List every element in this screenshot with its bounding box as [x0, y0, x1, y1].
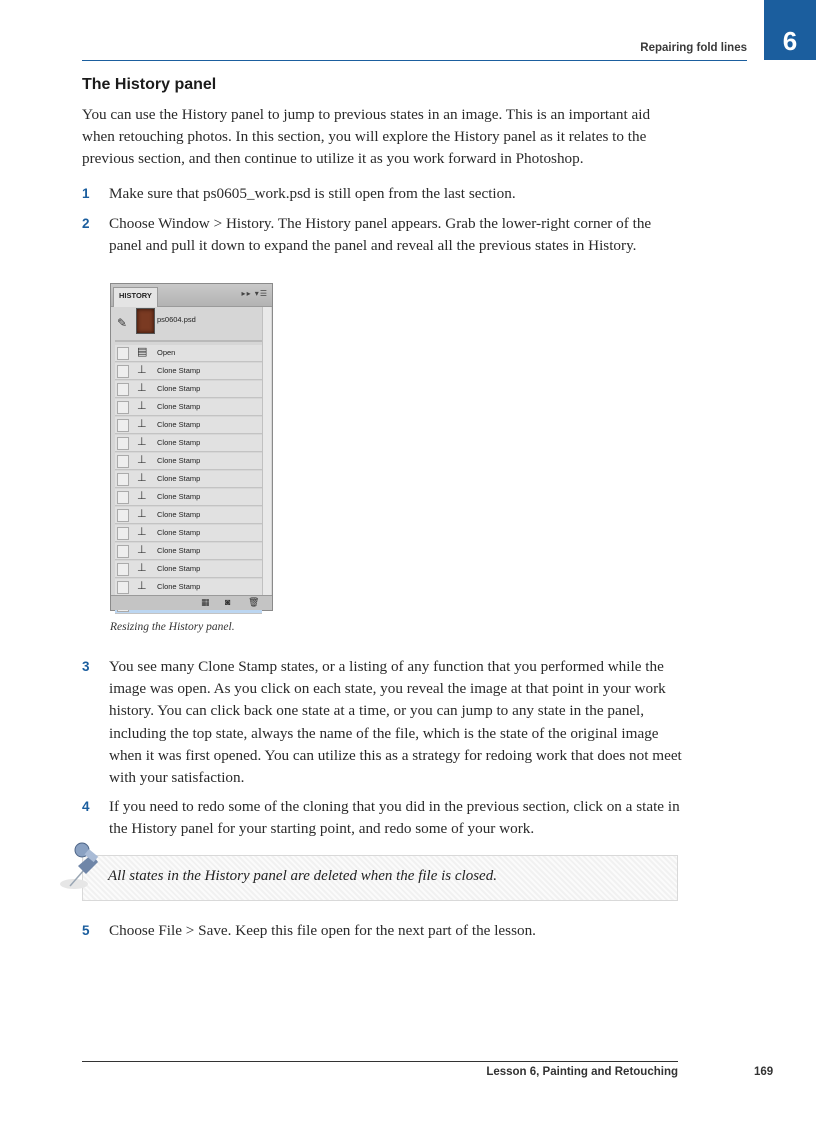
state-checkbox[interactable]	[117, 347, 129, 360]
history-state-label: Clone Stamp	[157, 366, 201, 375]
history-state-list	[115, 345, 262, 615]
history-state-row[interactable]	[115, 345, 262, 362]
step-1	[82, 183, 682, 205]
history-state-label: Clone Stamp	[157, 402, 201, 411]
panel-menu-icon[interactable]: ▸▸ ▾☰	[241, 289, 268, 298]
step-number: 2	[82, 216, 90, 231]
figure-caption: Resizing the History panel.	[110, 621, 235, 633]
new-snapshot-icon[interactable]: ◙	[225, 597, 231, 607]
state-checkbox[interactable]	[117, 455, 129, 468]
step-5	[82, 920, 682, 942]
step-text: You see many Clone Stamp states, or a listing of any function that you performed while the image was open. As you click on each state, you reveal the image at that point in your work history. You can click back one state at a time, or you can jump to any state in the panel, including the top state, always the name of the file, which is the state of the original image when it was first opened. You can utilize this as a strategy for redoing work that does not meet with your satisfaction.	[109, 658, 682, 787]
panel-footer	[111, 595, 272, 610]
section-title: The History panel	[82, 76, 217, 93]
history-state-label: Clone Stamp	[157, 510, 201, 519]
history-state-label: Clone Stamp	[157, 474, 201, 483]
state-checkbox[interactable]	[117, 545, 129, 558]
history-state-row[interactable]	[115, 489, 262, 506]
step-number: 4	[82, 799, 90, 814]
clone-stamp-icon: ⊥	[137, 472, 147, 484]
clone-stamp-icon: ⊥	[137, 544, 147, 556]
clone-stamp-icon: ⊥	[137, 418, 147, 430]
state-checkbox[interactable]	[117, 419, 129, 432]
state-checkbox[interactable]	[117, 581, 129, 594]
history-state-label: Clone Stamp	[157, 492, 201, 501]
history-state-row[interactable]	[115, 417, 262, 434]
history-state-label: Clone Stamp	[157, 582, 201, 591]
panel-scrollbar[interactable]	[262, 307, 271, 595]
new-document-from-state-icon[interactable]: ▦	[201, 597, 210, 607]
history-state-row[interactable]	[115, 363, 262, 380]
state-checkbox[interactable]	[117, 437, 129, 450]
state-checkbox[interactable]	[117, 527, 129, 540]
step-4	[82, 796, 682, 840]
history-state-label: Open	[157, 348, 176, 357]
history-state-row[interactable]	[115, 579, 262, 596]
clone-stamp-icon: ⊥	[137, 436, 147, 448]
history-state-row[interactable]	[115, 453, 262, 470]
history-state-label: Clone Stamp	[157, 384, 201, 393]
history-state-row[interactable]	[115, 471, 262, 488]
clone-stamp-icon: ⊥	[137, 364, 147, 376]
history-state-label: Clone Stamp	[157, 438, 201, 447]
footer-lesson: Lesson 6, Painting and Retouching	[486, 1066, 678, 1078]
push-pin-icon	[56, 840, 106, 896]
history-state-label: Clone Stamp	[157, 564, 201, 573]
history-state-label: Clone Stamp	[157, 528, 201, 537]
header-rule	[82, 60, 747, 61]
clone-stamp-icon: ⊥	[137, 490, 147, 502]
running-title: Repairing fold lines	[640, 42, 747, 54]
step-text: Choose Window > History. The History panel appears. Grab the lower-right corner of the panel and pull it down to expand the panel and reveal all the previous states in History.	[109, 215, 652, 255]
history-state-label: Clone Stamp	[157, 546, 201, 555]
intro-paragraph: You can use the History panel to jump to previous states in an image. This is an important aid when retouching photos. In this section, you will explore the History panel as it relates to the previous section, and then continue to utilize it as you work forward in Photoshop.	[82, 106, 651, 167]
panel-header	[111, 284, 272, 307]
clone-stamp-icon: ⊥	[137, 400, 147, 412]
state-checkbox[interactable]	[117, 473, 129, 486]
state-checkbox[interactable]	[117, 563, 129, 576]
clone-stamp-icon: ⊥	[137, 580, 147, 592]
history-snapshot[interactable]	[115, 308, 262, 338]
step-number: 1	[82, 186, 90, 201]
state-checkbox[interactable]	[117, 383, 129, 396]
snapshot-name: ps0604.psd	[157, 315, 196, 324]
step-number: 5	[82, 923, 90, 938]
history-state-row[interactable]	[115, 525, 262, 542]
clone-stamp-icon: ⊥	[137, 508, 147, 520]
clone-stamp-icon: ⊥	[137, 562, 147, 574]
clone-stamp-icon: ⊥	[137, 454, 147, 466]
state-checkbox[interactable]	[117, 401, 129, 414]
history-state-row[interactable]	[115, 507, 262, 524]
history-state-row[interactable]	[115, 381, 262, 398]
tip-text: All states in the History panel are deleted when the file is closed.	[108, 868, 497, 884]
footer-rule	[82, 1061, 678, 1062]
history-state-row[interactable]	[115, 561, 262, 578]
page-number: 169	[754, 1066, 774, 1078]
step-text: Choose File > Save. Keep this file open for the next part of the lesson.	[109, 922, 536, 939]
step-2	[82, 213, 682, 257]
clone-stamp-icon: ⊥	[137, 526, 147, 538]
history-state-label: Clone Stamp	[157, 456, 201, 465]
trash-icon[interactable]: 🗑	[248, 597, 260, 607]
history-state-label: Clone Stamp	[157, 420, 201, 429]
history-tab[interactable]: HISTORY	[113, 287, 158, 307]
history-state-row[interactable]	[115, 543, 262, 560]
chapter-tab: 6	[764, 0, 816, 60]
step-number: 3	[82, 659, 90, 674]
step-text: If you need to redo some of the cloning that you did in the previous section, click on a state in the History panel for your starting point, and redo some of your work.	[109, 798, 680, 838]
state-checkbox[interactable]	[117, 365, 129, 378]
clone-stamp-icon: ⊥	[137, 382, 147, 394]
snapshot-divider	[115, 340, 262, 342]
step-3	[82, 656, 682, 789]
history-panel	[110, 283, 273, 611]
history-brush-icon: ✎	[117, 316, 128, 330]
history-state-row[interactable]	[115, 435, 262, 452]
snapshot-thumbnail	[136, 308, 155, 334]
step-text: Make sure that ps0605_work.psd is still open from the last section.	[109, 185, 516, 202]
state-checkbox[interactable]	[117, 509, 129, 522]
history-state-row[interactable]	[115, 399, 262, 416]
document-icon: ▤	[137, 346, 148, 358]
tip-box	[82, 855, 678, 901]
state-checkbox[interactable]	[117, 491, 129, 504]
